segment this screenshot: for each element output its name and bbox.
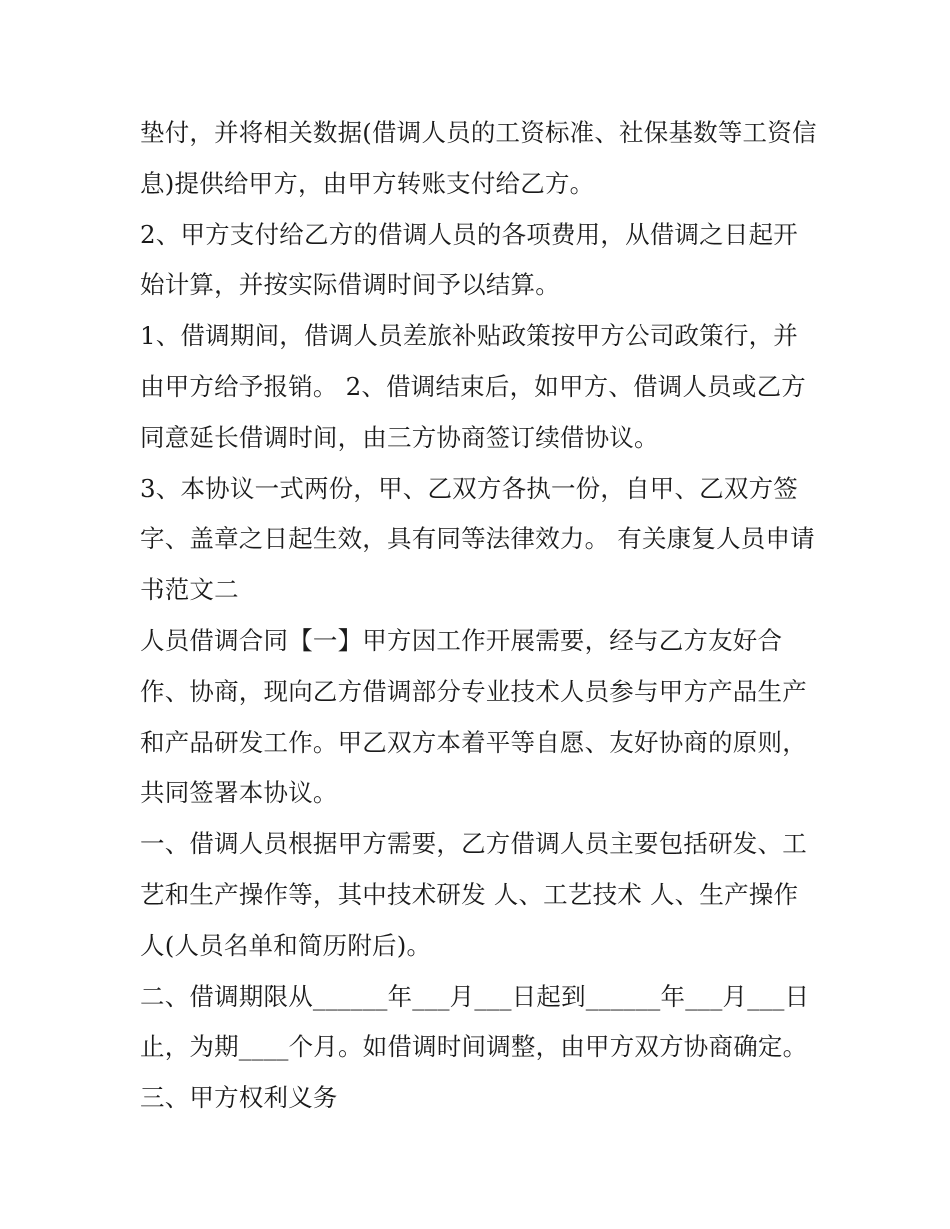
paragraph-section-two: 二、借调期限从______年___月___日起到______年___月___日止，为期____个月。如借调时间调整，由甲方双方协商确定。 — [140, 981, 810, 1062]
paragraph-section-one: 一、借调人员根据甲方需要，乙方借调人员主要包括研发、工艺和生产操作等，其中技术研发 人、工艺技术 人、生产操作人(人员名单和简历附后)。 — [140, 829, 807, 960]
paragraph-payment-info: 垫付，并将相关数据(借调人员的工资标准、社保基数等工资信息)提供给甲方，由甲方转账支付给乙方。 — [140, 118, 817, 198]
paragraph-agreement-copies: 3、本协议一式两份，甲、乙双方各执一份，自甲、乙双方签字、盖章之日起生效，具有同等法律效力。 有关康复人员申请书范文二 — [140, 473, 815, 605]
paragraph-travel-allowance: 1、借调期间，借调人员差旅补贴政策按甲方公司政策行，并由甲方给予报销。 2、借调结束后，如甲方、借调人员或乙方同意延长借调时间，由三方协商签订续借协议。 — [140, 321, 806, 452]
paragraph-contract-intro: 人员借调合同【一】甲方因工作开展需要，经与乙方友好合作、协商，现向乙方借调部分专业技术人员参与甲方产品生产和产品研发工作。甲乙双方本着平等自愿、友好协商的原则，共同签署本协议。 — [140, 625, 807, 808]
paragraph-fee-calculation: 2、甲方支付给乙方的借调人员的各项费用，从借调之日起开始计算，并按实际借调时间予以结算。 — [140, 219, 798, 300]
paragraph-section-three-heading: 三、甲方权利义务 — [140, 1083, 338, 1113]
document-body — [140, 108, 820, 1124]
